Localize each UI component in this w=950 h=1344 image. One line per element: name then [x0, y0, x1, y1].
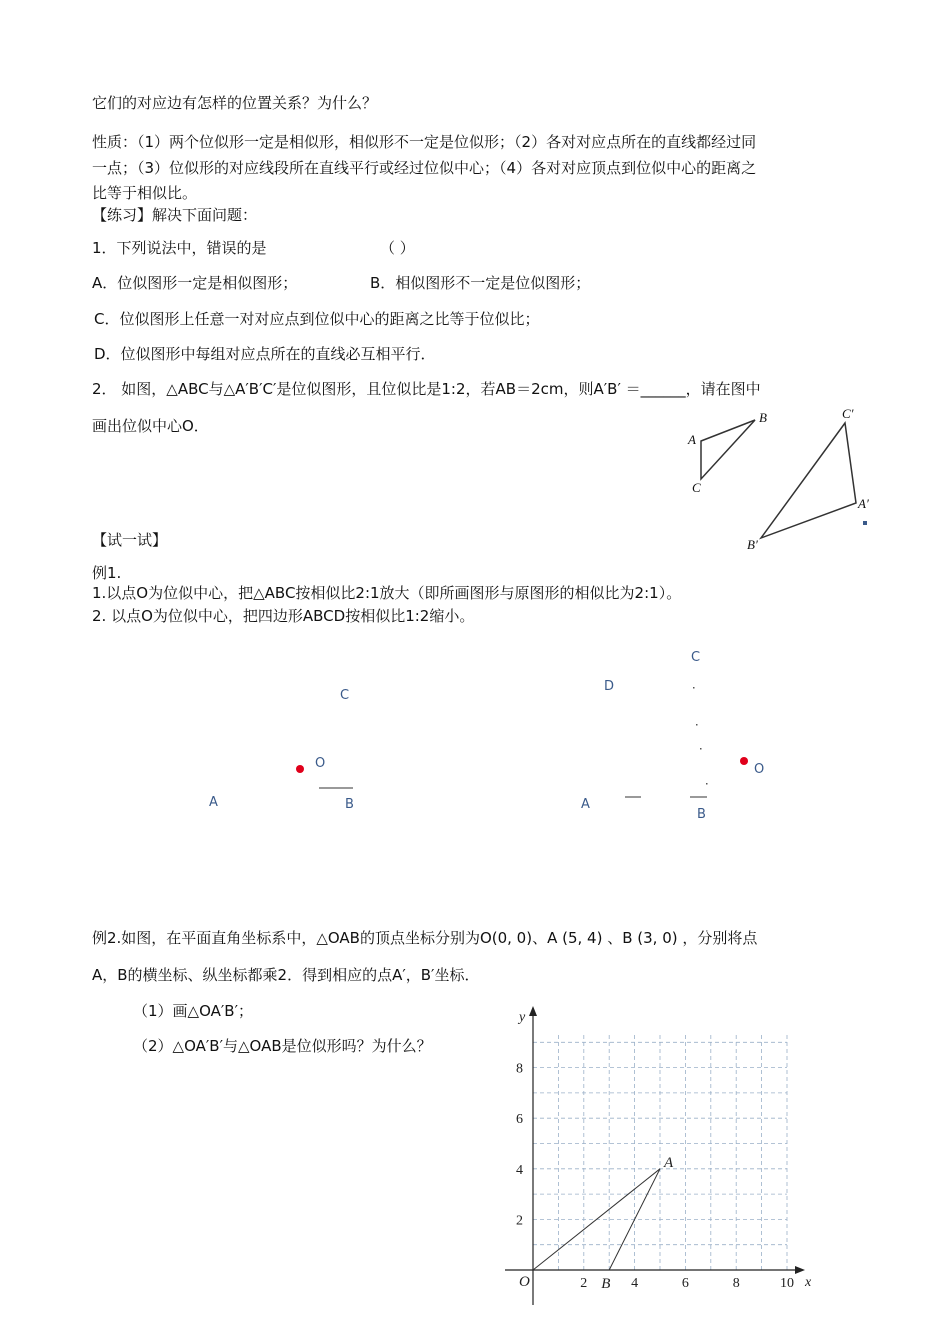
x-tick-label: 8 — [732, 1276, 740, 1291]
ex2-question-2: （2）△OA′B′与△OAB是位似形吗？为什么？ — [133, 1037, 432, 1055]
y-axis-arrow — [529, 1006, 537, 1016]
fig2-label-D: D — [604, 679, 615, 694]
tryit-header: 【试一试】 — [92, 531, 168, 549]
fig1-label-A: A — [209, 795, 218, 810]
q1-option-b: B．相似图形不一定是位似图形； — [370, 274, 591, 292]
ex1-task-2: 2. 以点O为位似中心，把四边形ABCD按相似比1:2缩小。 — [92, 607, 475, 625]
y-tick-label: 8 — [516, 1061, 523, 1077]
q1-option-d: D．位似图形中每组对应点所在的直线必互相平行． — [94, 345, 436, 363]
fig2-label-C: C — [691, 650, 701, 665]
fig1-label-C: C — [340, 688, 350, 703]
fig2-label-B: B — [697, 807, 706, 822]
label-A: A — [688, 432, 696, 447]
label-B: B — [759, 410, 767, 425]
ex1-task-1: 1.以点O为位似中心，把△ABC按相似比2:1放大（即所画图形与原图形的相似比为2:1）。 — [92, 584, 682, 602]
label-C-prime: C′ — [842, 406, 854, 421]
point-label-B: B — [601, 1276, 611, 1292]
q1-option-a: A．位似图形一定是相似图形； — [92, 274, 298, 292]
ex2-question-1: （1）画△OA′B′； — [133, 1002, 253, 1020]
x-tick-label: 10 — [780, 1276, 794, 1291]
properties-line-2: 一点；（3）位似形的对应线段所在直线平行或经过位似中心；（4）各对对应顶点到位似中心的距离之 — [92, 159, 757, 177]
y-axis-label: y — [519, 1010, 526, 1025]
label-C: C — [692, 480, 701, 495]
properties-line-1: 性质：（1）两个位似形一定是相似形，相似形不一定是位似形；（2）各对对应点所在的直线都经过同 — [92, 133, 757, 151]
point-label-A: A — [664, 1154, 674, 1171]
x-tick-label: 4 — [631, 1276, 639, 1291]
x-axis-label: x — [805, 1275, 812, 1290]
point-label-O: O — [519, 1274, 530, 1290]
x-axis-arrow — [795, 1266, 805, 1274]
q2-text: 2． 如图，△ABC与△A′B′C′是位似图形，且位似比是1:2，若AB＝2cm，则A′B′ ＝______，请在图中 — [92, 380, 761, 398]
fig2-label-O: O — [754, 762, 765, 777]
question-line: 它们的对应边有怎样的位置关系？为什么？ — [92, 94, 378, 112]
x-tick-label: 6 — [681, 1276, 689, 1291]
fig1-label-B: B — [345, 797, 354, 812]
y-tick-label: 6 — [516, 1112, 523, 1128]
properties-line-3: 比等于相似比。 — [92, 184, 198, 202]
ex2-line-2: A，B的横坐标、纵坐标都乘2．得到相应的点A′，B′坐标． — [92, 966, 480, 984]
x-tick-label: 2 — [580, 1276, 588, 1291]
fig2-label-A: A — [581, 797, 590, 812]
y-tick-label: 2 — [516, 1213, 523, 1229]
q1-option-c: C．位似图形上任意一对对应点到位似中心的距离之比等于位似比； — [94, 310, 540, 328]
practice-header: 【练习】解决下面问题： — [92, 206, 258, 224]
q1-stem: 1．下列说法中，错误的是 — [92, 239, 267, 257]
label-A-prime: A′ — [858, 496, 869, 511]
ex2-line-1: 例2.如图，在平面直角坐标系中，△OAB的顶点坐标分别为O(0, 0)、A (5, 4) 、B (3, 0) ，分别将点 — [92, 929, 758, 947]
q2-text-2: 画出位似中心O． — [92, 417, 209, 435]
ex1-title: 例1. — [92, 564, 122, 582]
fig1-label-O: O — [315, 756, 326, 771]
q1-answer-paren: （ ） — [380, 239, 415, 257]
y-tick-label: 4 — [516, 1162, 523, 1178]
label-B-prime: B′ — [747, 537, 758, 552]
